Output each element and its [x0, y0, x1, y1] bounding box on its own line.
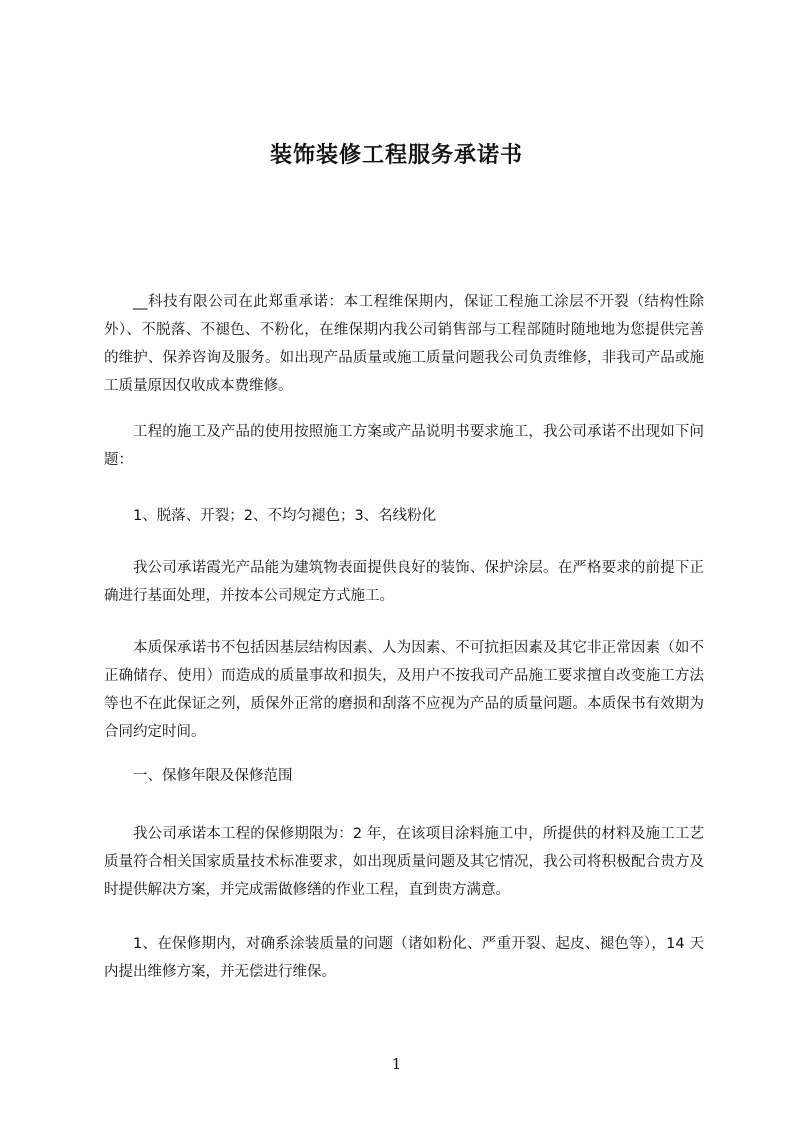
- section-heading-warranty-scope: 一、保修年限及保修范围: [133, 768, 293, 784]
- paragraph-exclusions: 本质保承诺书不包括因基层结构因素、人为因素、不可抗拒因素及其它非正常因素（如不正确储存、使用）而造成的质量事故和损失，及用户不按我司产品施工要求擅自改变施工方法等也不在此保证之列，质保外正常的磨损和刮落不应视为产品的质量问题。本质保书有效期为合同约定时间。: [104, 640, 704, 740]
- paragraph-problem-list: 1、脱落、开裂；2、不均匀褪色；3、名线粉化: [133, 508, 437, 524]
- document-title: 装饰装修工程服务承诺书: [269, 143, 523, 168]
- paragraph-warranty-period: 我公司承诺本工程的保修期限为：2 年，在该项目涂料施工中，所提供的材料及施工工艺质量符合相关国家质量技术标准要求，如出现质量问题及其它情况，我公司将积极配合贵方及时提供解决方案，并完成需做修缮的作业工程，直到贵方满意。: [104, 826, 704, 898]
- page-number: 1: [391, 1055, 402, 1073]
- paragraph-construction-requirements: 工程的施工及产品的使用按照施工方案或产品说明书要求施工，我公司承诺不出现如下问题：: [104, 424, 704, 468]
- paragraph-warranty-item-1: 1、在保修期内，对确系涂装质量的问题（诸如粉化、严重开裂、起皮、褪色等），14 天内提出维修方案，并无偿进行维保。: [104, 936, 704, 980]
- paragraph-coating-promise: 我公司承诺霞光产品能为建筑物表面提供良好的装饰、保护涂层。在严格要求的前提下正确进行基面处理，并按本公司规定方式施工。: [104, 560, 704, 604]
- paragraph-commitment: __科技有限公司在此郑重承诺：本工程维保期内，保证工程施工涂层不开裂（结构性除外）、不脱落、不褪色、不粉化，在维保期内我公司销售部与工程部随时随地地为您提供完善的维护、保养咨询及服务。如出现产品质量或施工质量问题我公司负责维修，非我司产品或施工质量原因仅收成本费维修。: [104, 294, 704, 394]
